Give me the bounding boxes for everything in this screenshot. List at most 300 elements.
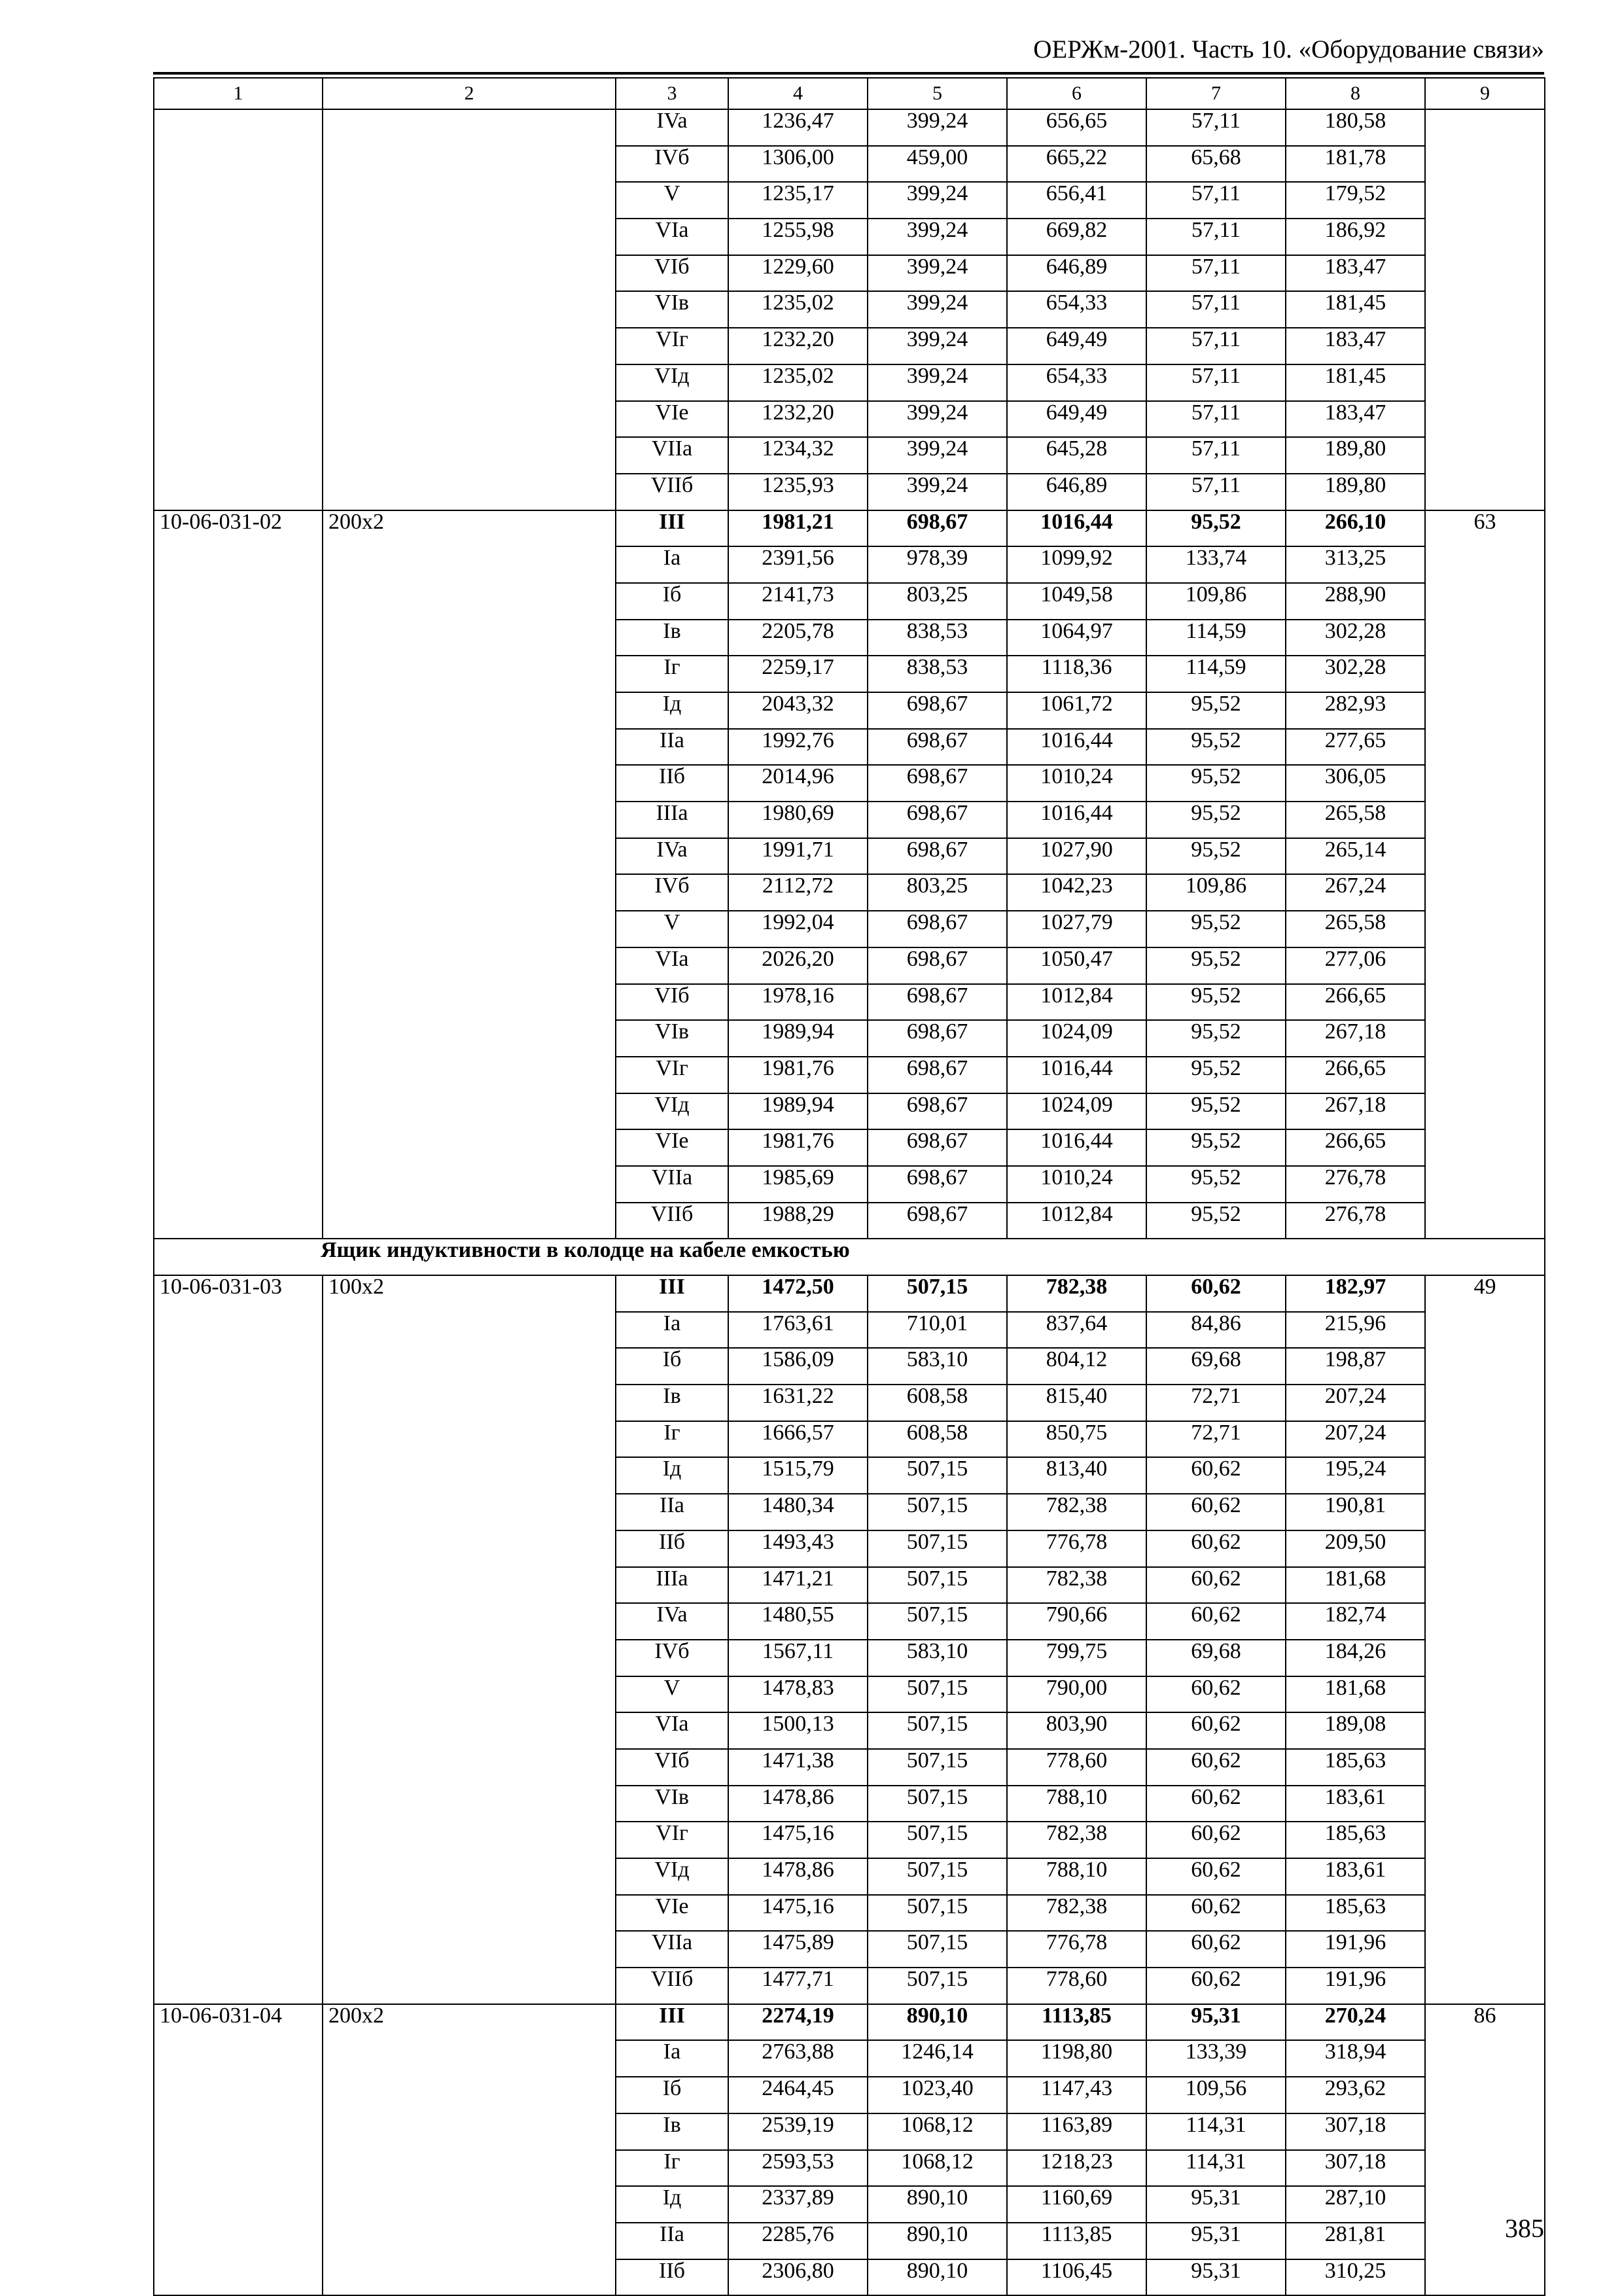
wages-cell: 399,24 [868,291,1007,328]
zone-cell: VIIб [616,1968,728,2004]
table-row [154,291,1545,328]
machines-cell: 656,65 [1007,109,1146,146]
machinist-wages-cell: 60,62 [1146,1931,1286,1968]
table-row [154,1931,1545,1968]
labor-cell [1425,2040,1545,2077]
labor-cell [1425,182,1545,219]
labor-cell [1425,1093,1545,1130]
dimension-cell [323,182,616,219]
rate-code-cell [154,1712,323,1749]
machinist-wages-cell: 60,62 [1146,1749,1286,1786]
table-row [154,437,1545,474]
column-number: 6 [1007,78,1146,109]
labor-cell [1425,1786,1545,1822]
zone-cell: VIe [616,1129,728,1166]
machines-cell: 1027,79 [1007,911,1146,947]
materials-cell: 198,87 [1286,1348,1425,1385]
machinist-wages-cell: 95,52 [1146,802,1286,838]
total-cost-cell: 2593,53 [728,2150,868,2187]
table-row [154,1385,1545,1421]
wages-cell: 803,25 [868,874,1007,911]
machinist-wages-cell: 95,31 [1146,2004,1286,2041]
total-cost-cell: 1480,55 [728,1603,868,1640]
rate-code-cell [154,364,323,401]
total-cost-cell: 2391,56 [728,546,868,583]
zone-cell: V [616,911,728,947]
machinist-wages-cell: 114,31 [1146,2150,1286,2187]
total-cost-cell: 2026,20 [728,947,868,984]
machines-cell: 1010,24 [1007,765,1146,802]
dimension-cell [323,729,616,766]
materials-cell: 266,65 [1286,1129,1425,1166]
column-number: 3 [616,78,728,109]
machines-cell: 1118,36 [1007,656,1146,692]
dimension-cell [323,1749,616,1786]
table-row [154,802,1545,838]
zone-cell: VIIб [616,474,728,510]
wages-cell: 698,67 [868,1057,1007,1093]
rate-code-cell [154,474,323,510]
materials-cell: 183,47 [1286,255,1425,292]
dimension-cell [323,874,616,911]
labor-cell [1425,2259,1545,2296]
machines-cell: 1163,89 [1007,2113,1146,2150]
dimension-cell [323,838,616,875]
machines-cell: 788,10 [1007,1786,1146,1822]
rate-code-cell [154,291,323,328]
rate-code-cell [154,1858,323,1895]
wages-cell: 1246,14 [868,2040,1007,2077]
machines-cell: 1042,23 [1007,874,1146,911]
materials-cell: 180,58 [1286,109,1425,146]
total-cost-cell: 1480,34 [728,1494,868,1530]
rate-code-cell [154,546,323,583]
table-row [154,874,1545,911]
wages-cell: 803,25 [868,583,1007,620]
dimension-cell [323,1385,616,1421]
dimension-cell: 200х2 [323,510,616,547]
wages-cell: 459,00 [868,146,1007,183]
labor-cell [1425,1421,1545,1458]
machinist-wages-cell: 95,52 [1146,692,1286,729]
dimension-cell [323,2150,616,2187]
rate-code-cell [154,328,323,364]
machinist-wages-cell: 60,62 [1146,1712,1286,1749]
column-number: 8 [1286,78,1425,109]
rate-code-cell [154,1166,323,1203]
labor-cell [1425,838,1545,875]
dimension-cell [323,1093,616,1130]
wages-cell: 583,10 [868,1348,1007,1385]
table-row [154,1530,1545,1567]
zone-cell: Iг [616,1421,728,1458]
labor-cell [1425,1203,1545,1239]
rate-code-cell [154,1312,323,1349]
machinist-wages-cell: 60,62 [1146,1567,1286,1604]
total-cost-cell: 1991,71 [728,838,868,875]
rate-code-cell [154,1457,323,1494]
zone-cell: IIa [616,2223,728,2259]
zone-cell: IVб [616,146,728,183]
rate-code-cell: 10-06-031-04 [154,2004,323,2041]
machinist-wages-cell: 57,11 [1146,364,1286,401]
table-row [154,911,1545,947]
zone-cell: VIa [616,947,728,984]
materials-cell: 266,65 [1286,1057,1425,1093]
wages-cell: 399,24 [868,328,1007,364]
materials-cell: 181,45 [1286,364,1425,401]
rate-code-cell [154,2150,323,2187]
dimension-cell [323,1020,616,1057]
machinist-wages-cell: 72,71 [1146,1385,1286,1421]
dimension-cell [323,1166,616,1203]
materials-cell: 184,26 [1286,1640,1425,1676]
zone-cell: Iд [616,2186,728,2223]
total-cost-cell: 1666,57 [728,1421,868,1458]
rate-code-cell [154,146,323,183]
machinist-wages-cell: 60,62 [1146,1676,1286,1713]
rate-code-cell [154,1640,323,1676]
materials-cell: 307,18 [1286,2113,1425,2150]
dimension-cell [323,583,616,620]
total-cost-cell: 1236,47 [728,109,868,146]
total-cost-cell: 1478,86 [728,1786,868,1822]
table-row [154,1968,1545,2004]
running-header: ОЕРЖм-2001. Часть 10. «Оборудование связи» [1033,35,1544,63]
dimension-cell [323,2186,616,2223]
wages-cell: 507,15 [868,1712,1007,1749]
machinist-wages-cell: 57,11 [1146,182,1286,219]
dimension-cell [323,1968,616,2004]
machinist-wages-cell: 84,86 [1146,1312,1286,1349]
materials-cell: 179,52 [1286,182,1425,219]
materials-cell: 302,28 [1286,656,1425,692]
machines-cell: 1016,44 [1007,1129,1146,1166]
table-row [154,2259,1545,2296]
dimension-cell [323,1712,616,1749]
table-row [154,1786,1545,1822]
zone-cell: Iв [616,620,728,656]
machinist-wages-cell: 65,68 [1146,146,1286,183]
machinist-wages-cell: 114,31 [1146,2113,1286,2150]
machines-cell: 813,40 [1007,1457,1146,1494]
zone-cell: VIв [616,1786,728,1822]
machinist-wages-cell: 95,52 [1146,729,1286,766]
machinist-wages-cell: 95,52 [1146,1129,1286,1166]
rate-code-cell [154,984,323,1021]
machines-cell: 1099,92 [1007,546,1146,583]
zone-cell: IIб [616,765,728,802]
machines-cell: 1016,44 [1007,510,1146,547]
rate-code-cell [154,255,323,292]
total-cost-cell: 2141,73 [728,583,868,620]
zone-cell: VIг [616,1057,728,1093]
machines-cell: 815,40 [1007,1385,1146,1421]
machinist-wages-cell: 95,52 [1146,1203,1286,1239]
total-cost-cell: 1232,20 [728,328,868,364]
wages-cell: 507,15 [868,1858,1007,1895]
machinist-wages-cell: 109,86 [1146,874,1286,911]
rate-code-cell [154,219,323,255]
zone-cell: VIб [616,1749,728,1786]
wages-cell: 1023,40 [868,2077,1007,2113]
total-cost-cell: 1989,94 [728,1020,868,1057]
table-row [154,364,1545,401]
materials-cell: 302,28 [1286,620,1425,656]
materials-cell: 181,78 [1286,146,1425,183]
zone-cell: VIIб [616,1203,728,1239]
dimension-cell [323,146,616,183]
wages-cell: 507,15 [868,1822,1007,1858]
materials-cell: 190,81 [1286,1494,1425,1530]
labor-cell [1425,1749,1545,1786]
materials-cell: 265,58 [1286,911,1425,947]
total-cost-cell: 1500,13 [728,1712,868,1749]
zone-cell: VIв [616,291,728,328]
table-row [154,583,1545,620]
machinist-wages-cell: 60,62 [1146,1603,1286,1640]
dimension-cell [323,2040,616,2077]
total-cost-cell: 1515,79 [728,1457,868,1494]
machines-cell: 1016,44 [1007,729,1146,766]
materials-cell: 282,93 [1286,692,1425,729]
zone-cell: Ia [616,2040,728,2077]
labor-cell [1425,2113,1545,2150]
rate-code-cell [154,1203,323,1239]
total-cost-cell: 1985,69 [728,1166,868,1203]
zone-cell: VIIa [616,1166,728,1203]
total-cost-cell: 1567,11 [728,1640,868,1676]
dimension-cell [323,911,616,947]
materials-cell: 307,18 [1286,2150,1425,2187]
total-cost-cell: 1981,21 [728,510,868,547]
wages-cell: 507,15 [868,1895,1007,1932]
machinist-wages-cell: 95,31 [1146,2186,1286,2223]
labor-cell [1425,219,1545,255]
table-row [154,2077,1545,2113]
materials-cell: 266,65 [1286,984,1425,1021]
machinist-wages-cell: 60,62 [1146,1895,1286,1932]
table-row [154,1166,1545,1203]
machinist-wages-cell: 57,11 [1146,401,1286,438]
dimension-cell [323,692,616,729]
table-row [154,1822,1545,1858]
column-number: 9 [1425,78,1545,109]
machines-cell: 782,38 [1007,1275,1146,1312]
rate-code-cell [154,2113,323,2150]
materials-cell: 181,68 [1286,1676,1425,1713]
column-number: 5 [868,78,1007,109]
rate-code-cell [154,874,323,911]
labor-cell [1425,401,1545,438]
dimension-cell [323,1640,616,1676]
table-row [154,2223,1545,2259]
wages-cell: 978,39 [868,546,1007,583]
rate-code-cell [154,1931,323,1968]
total-cost-cell: 1235,02 [728,291,868,328]
dimension-cell [323,1129,616,1166]
dimension-cell [323,1567,616,1604]
materials-cell: 313,25 [1286,546,1425,583]
materials-cell: 207,24 [1286,1421,1425,1458]
total-cost-cell: 2285,76 [728,2223,868,2259]
dimension-cell [323,1421,616,1458]
labor-cell [1425,656,1545,692]
machines-cell: 1016,44 [1007,1057,1146,1093]
table-row [154,1567,1545,1604]
wages-cell: 698,67 [868,984,1007,1021]
machinist-wages-cell: 60,62 [1146,1457,1286,1494]
rate-code-cell [154,1385,323,1421]
table-row [154,1858,1545,1895]
table-row [154,947,1545,984]
wages-cell: 507,15 [868,1457,1007,1494]
materials-cell: 186,92 [1286,219,1425,255]
total-cost-cell: 1235,93 [728,474,868,510]
wages-cell: 399,24 [868,219,1007,255]
labor-cell [1425,729,1545,766]
zone-cell: Ia [616,1312,728,1349]
wages-cell: 399,24 [868,474,1007,510]
table-row [154,1494,1545,1530]
total-cost-cell: 1493,43 [728,1530,868,1567]
materials-cell: 266,10 [1286,510,1425,547]
zone-cell: VIa [616,1712,728,1749]
materials-cell: 183,61 [1286,1786,1425,1822]
total-cost-cell: 2274,19 [728,2004,868,2041]
machines-cell: 1012,84 [1007,1203,1146,1239]
table-row [154,2113,1545,2150]
rate-code-cell: 10-06-031-02 [154,510,323,547]
dimension-cell [323,2113,616,2150]
table-row [154,1312,1545,1349]
table-row [154,1676,1545,1713]
wages-cell: 507,15 [868,1494,1007,1530]
total-cost-cell: 1234,32 [728,437,868,474]
machinist-wages-cell: 95,52 [1146,984,1286,1021]
rate-code-cell: 10-06-031-03 [154,1275,323,1312]
dimension-cell [323,656,616,692]
machines-cell: 1012,84 [1007,984,1146,1021]
rate-code-cell [154,2186,323,2223]
dimension-cell [323,1057,616,1093]
wages-cell: 698,67 [868,802,1007,838]
wages-cell: 608,58 [868,1421,1007,1458]
machinist-wages-cell: 95,52 [1146,947,1286,984]
total-cost-cell: 1475,16 [728,1895,868,1932]
dimension-cell [323,401,616,438]
zone-cell: IVб [616,874,728,911]
total-cost-cell: 2259,17 [728,656,868,692]
table-row [154,1457,1545,1494]
materials-cell: 185,63 [1286,1749,1425,1786]
table-row [154,474,1545,510]
column-number-row [154,78,1545,109]
materials-cell: 185,63 [1286,1895,1425,1932]
rate-code-cell [154,1421,323,1458]
materials-cell: 182,97 [1286,1275,1425,1312]
labor-cell [1425,1640,1545,1676]
dimension-cell [323,474,616,510]
materials-cell: 209,50 [1286,1530,1425,1567]
wages-cell: 890,10 [868,2004,1007,2041]
materials-cell: 265,14 [1286,838,1425,875]
table-row [154,620,1545,656]
rate-code-cell [154,2223,323,2259]
table-row [154,255,1545,292]
zone-cell: VIe [616,1895,728,1932]
wages-cell: 507,15 [868,1676,1007,1713]
table-row [154,2186,1545,2223]
labor-cell [1425,437,1545,474]
table-row [154,219,1545,255]
wages-cell: 698,67 [868,692,1007,729]
wages-cell: 507,15 [868,1786,1007,1822]
zone-cell: V [616,1676,728,1713]
labor-cell [1425,1676,1545,1713]
zone-cell: IIIa [616,802,728,838]
rate-code-cell [154,1603,323,1640]
wages-cell: 838,53 [868,620,1007,656]
machinist-wages-cell: 95,52 [1146,765,1286,802]
zone-cell: V [616,182,728,219]
machines-cell: 1147,43 [1007,2077,1146,2113]
rate-code-cell [154,1895,323,1932]
dimension-cell [323,2223,616,2259]
labor-cell [1425,109,1545,146]
machinist-wages-cell: 60,62 [1146,1822,1286,1858]
zone-cell: VIг [616,328,728,364]
zone-cell: IVa [616,838,728,875]
zone-cell: IIIa [616,1567,728,1604]
machines-cell: 665,22 [1007,146,1146,183]
rate-code-cell [154,1567,323,1604]
zone-cell: IIб [616,1530,728,1567]
labor-cell [1425,546,1545,583]
wages-cell: 698,67 [868,1203,1007,1239]
materials-cell: 287,10 [1286,2186,1425,2223]
materials-cell: 189,80 [1286,437,1425,474]
rate-code-cell [154,802,323,838]
rate-code-cell [154,1786,323,1822]
zone-cell: Iб [616,583,728,620]
rate-code-cell [154,1676,323,1713]
table-row [154,510,1545,547]
dimension-cell [323,620,616,656]
rate-code-cell [154,656,323,692]
labor-cell [1425,583,1545,620]
machinist-wages-cell: 133,39 [1146,2040,1286,2077]
dimension-cell [323,219,616,255]
labor-cell [1425,1166,1545,1203]
table-row [154,1640,1545,1676]
labor-cell: 63 [1425,510,1545,547]
total-cost-cell: 1763,61 [728,1312,868,1349]
total-cost-cell: 1255,98 [728,219,868,255]
materials-cell: 189,80 [1286,474,1425,510]
total-cost-cell: 2763,88 [728,2040,868,2077]
machines-cell: 645,28 [1007,437,1146,474]
rate-code-cell [154,182,323,219]
rate-code-cell [154,947,323,984]
dimension-cell [323,1312,616,1349]
table-row [154,692,1545,729]
zone-cell: IIa [616,1494,728,1530]
labor-cell [1425,255,1545,292]
machines-cell: 646,89 [1007,474,1146,510]
column-number: 7 [1146,78,1286,109]
materials-cell: 189,08 [1286,1712,1425,1749]
